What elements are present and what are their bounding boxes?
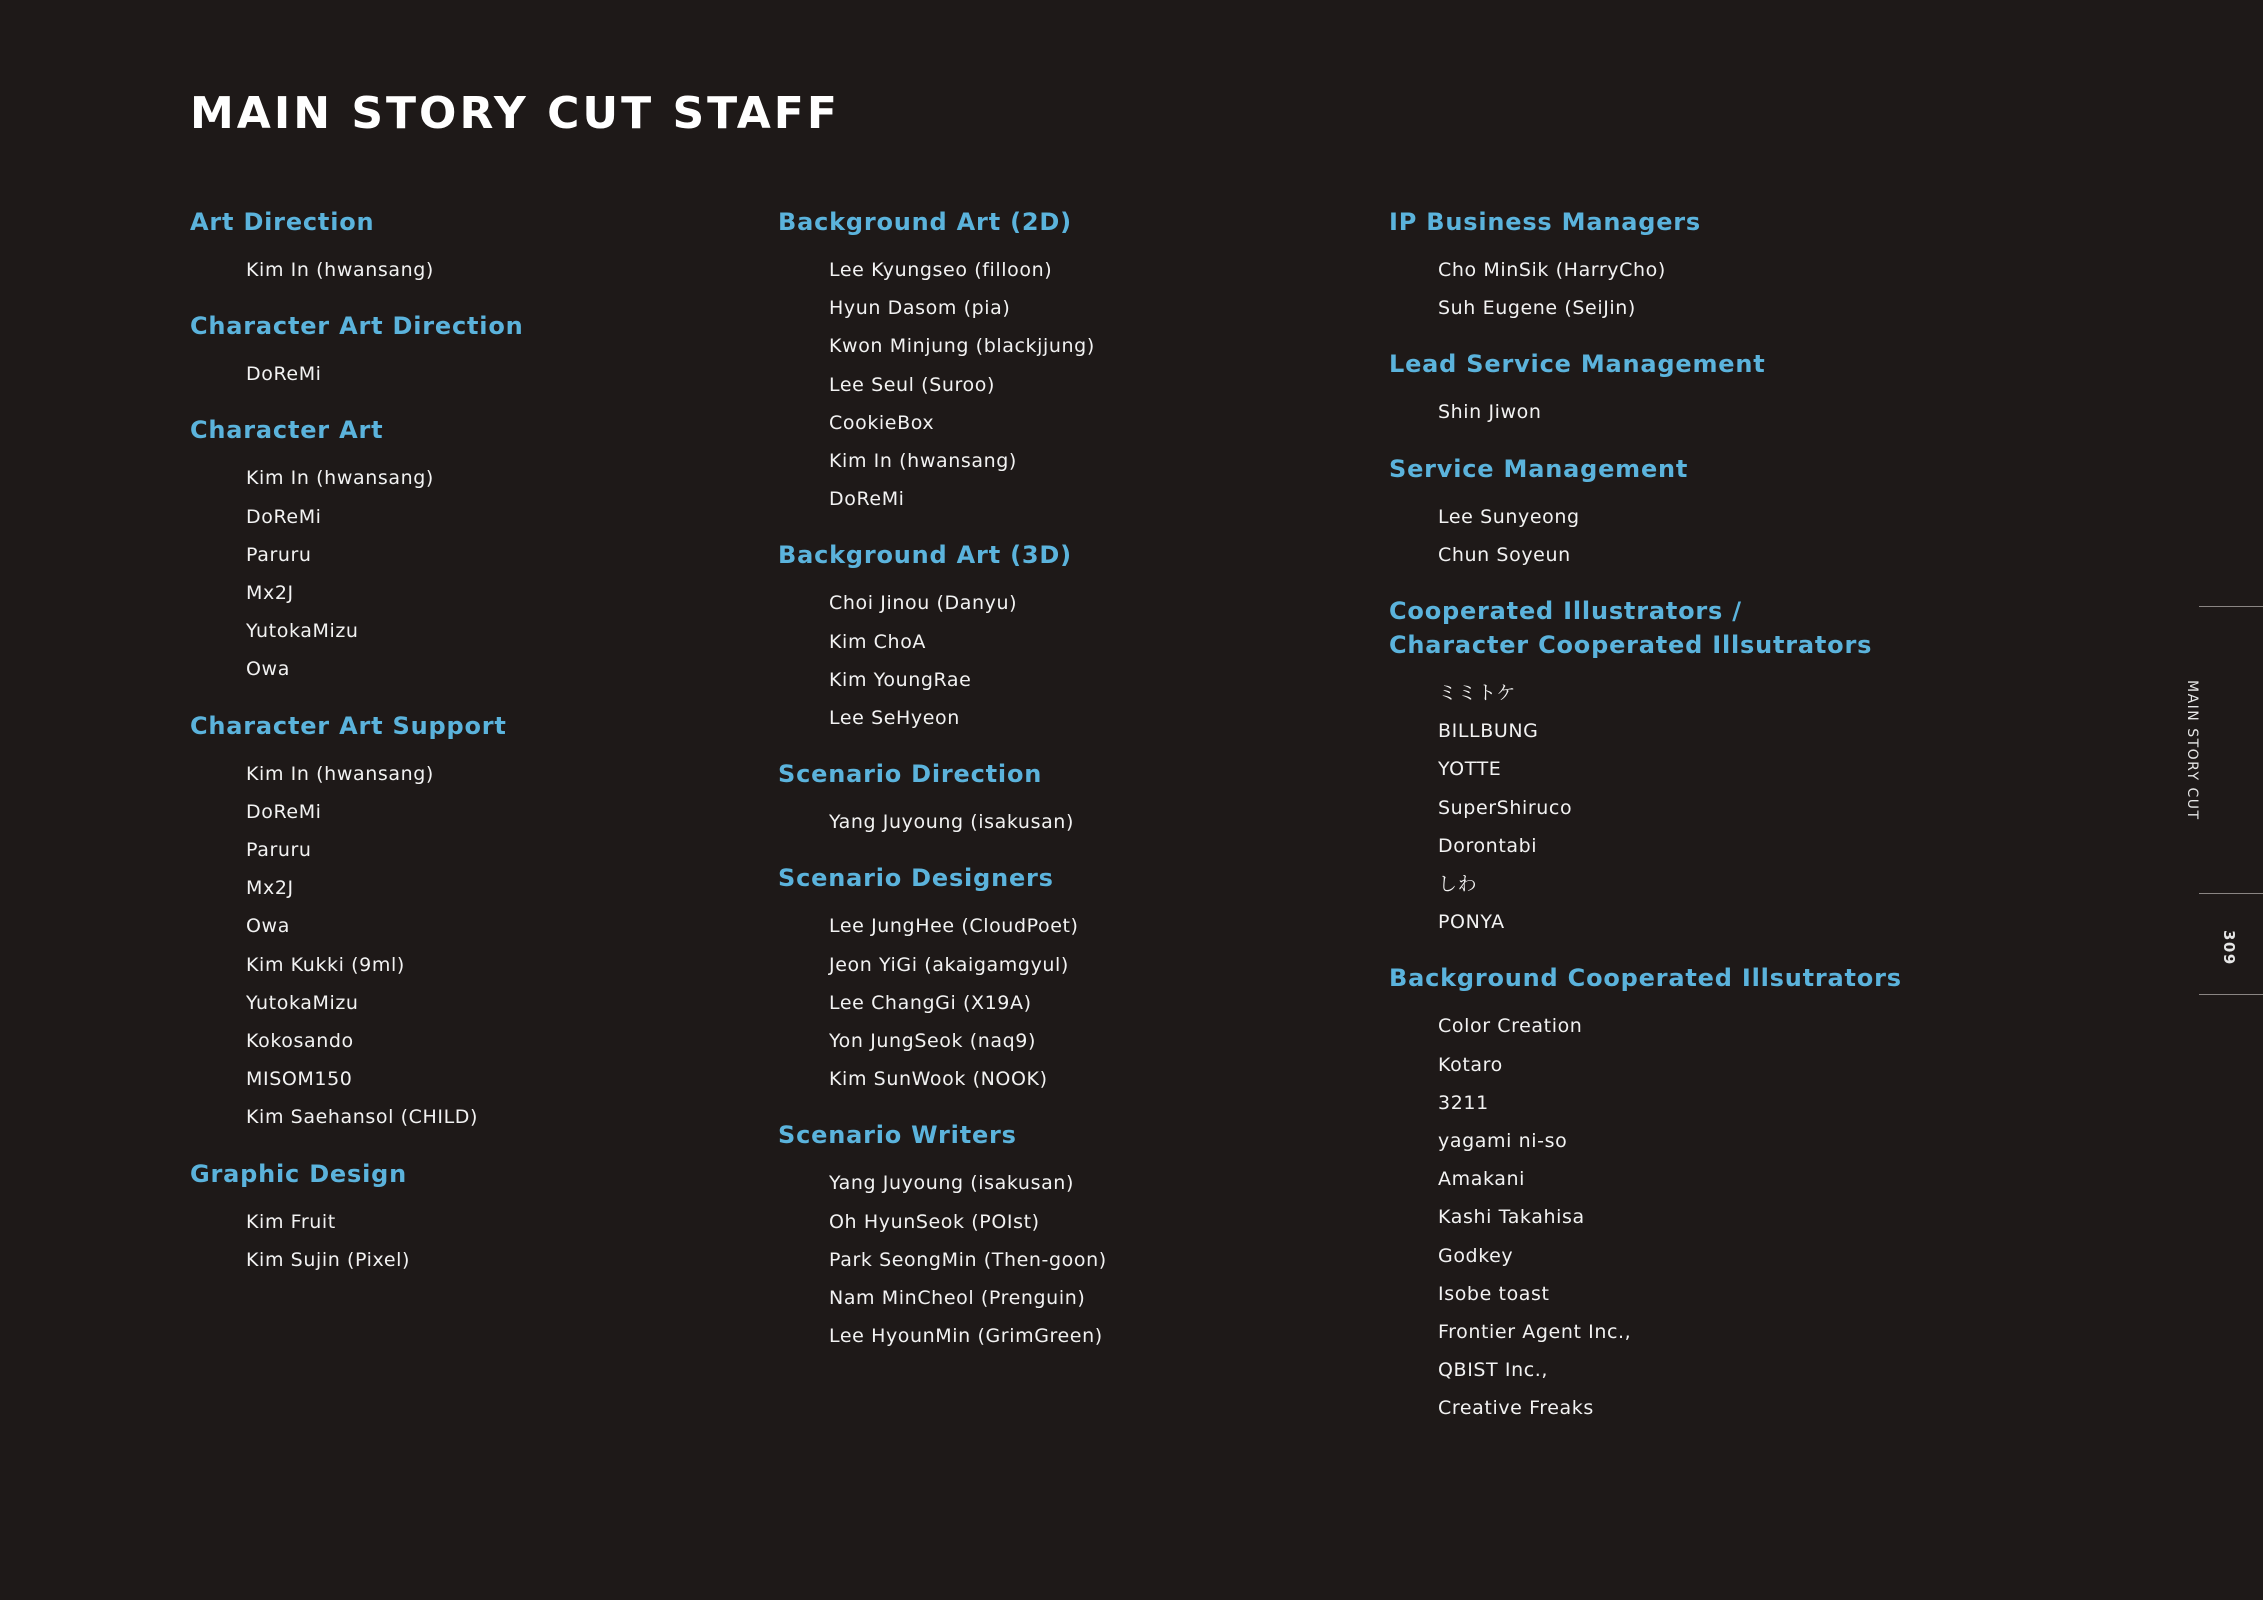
side-divider [2199, 606, 2263, 607]
staff-name: Godkey [1438, 1244, 1514, 1267]
staff-name: Kim ChoA [829, 630, 927, 653]
staff-name: SuperShiruco [1438, 796, 1573, 819]
staff-column-2 [778, 205, 1378, 1375]
staff-name-list [778, 251, 1378, 518]
staff-name: Kim In (hwansang) [829, 450, 1017, 473]
staff-column-3 [1389, 205, 2149, 1448]
staff-section [1389, 205, 2149, 327]
section-heading-line: Character Art [190, 416, 384, 445]
staff-name: Hyun Dasom (pia) [829, 297, 1011, 320]
staff-name-list [1389, 674, 2149, 941]
section-heading-line: Scenario Designers [778, 864, 1054, 893]
staff-name: Kim Kukki (9ml) [246, 953, 405, 976]
staff-name: Color Creation [1438, 1015, 1583, 1038]
staff-section [778, 757, 1378, 841]
staff-name: QBIST Inc., [1438, 1359, 1549, 1382]
staff-name-list [1389, 251, 2149, 327]
staff-section [190, 709, 750, 1137]
staff-name: Kim In (hwansang) [246, 467, 434, 490]
staff-name-list [190, 251, 750, 289]
staff-name: Kim Saehansol (CHILD) [246, 1106, 479, 1129]
section-heading [190, 1157, 750, 1191]
section-heading-line: Service Management [1389, 454, 1689, 483]
staff-name: BILLBUNG [1438, 720, 1539, 743]
staff-name-list [190, 355, 750, 393]
staff-name: Nam MinCheol (Prenguin) [829, 1287, 1086, 1310]
section-heading [190, 309, 750, 343]
staff-name: Kim Sujin (Pixel) [246, 1248, 410, 1271]
staff-section [1389, 452, 2149, 574]
staff-name: CookieBox [829, 411, 935, 434]
section-heading [1389, 961, 2149, 995]
section-heading [1389, 452, 2149, 486]
section-heading-line: Background Art (3D) [778, 541, 1072, 570]
staff-name: YutokaMizu [246, 991, 359, 1014]
staff-name: Oh HyunSeok (POIst) [829, 1210, 1040, 1233]
staff-name: Yon JungSeok (naq9) [829, 1030, 1037, 1053]
staff-name-list [778, 1164, 1378, 1355]
staff-name: Chun Soyeun [1438, 543, 1571, 566]
section-heading-line: Art Direction [190, 208, 375, 236]
staff-section [1389, 594, 2149, 941]
section-heading-line: Character Art Direction [190, 312, 524, 341]
staff-name: Yang Juyoung (isakusan) [829, 811, 1074, 834]
staff-name: Creative Freaks [1438, 1397, 1594, 1420]
staff-name: Paruru [246, 839, 312, 862]
staff-name: Kashi Takahisa [1438, 1206, 1585, 1229]
section-heading [778, 861, 1378, 895]
staff-name: Kim SunWook (NOOK) [829, 1068, 1048, 1091]
staff-name: Shin Jiwon [1438, 401, 1542, 424]
staff-name: DoReMi [829, 488, 905, 511]
side-section-label [2184, 680, 2201, 821]
staff-section [778, 538, 1378, 737]
staff-name: Paruru [246, 543, 312, 566]
staff-name: DoReMi [246, 505, 322, 528]
side-divider [2199, 994, 2263, 995]
staff-column-1 [190, 205, 750, 1299]
staff-name: 3211 [1438, 1091, 1489, 1114]
section-heading [1389, 594, 2149, 662]
staff-name: Suh Eugene (SeiJin) [1438, 297, 1636, 320]
section-heading-line: IP Business Managers [1389, 208, 1701, 236]
staff-section [1389, 961, 2149, 1427]
staff-name-list [1389, 498, 2149, 574]
staff-name: Lee ChangGi (X19A) [829, 991, 1032, 1014]
section-heading-line: Character Art Support [190, 711, 507, 740]
staff-name: YutokaMizu [246, 620, 359, 643]
staff-name: Lee JungHee (CloudPoet) [829, 915, 1079, 938]
section-heading [778, 757, 1378, 791]
staff-name: Kokosando [246, 1030, 354, 1053]
staff-name: Lee SeHyeon [829, 707, 960, 730]
section-heading [778, 538, 1378, 572]
section-heading [1389, 347, 2149, 381]
staff-name: Kim YoungRae [829, 668, 972, 691]
staff-name: Cho MinSik (HarryCho) [1438, 259, 1666, 281]
staff-name: Park SeongMin (Then-goon) [829, 1248, 1107, 1271]
section-heading-line: Graphic Design [190, 1159, 407, 1188]
staff-name: yagami ni-so [1438, 1130, 1568, 1153]
staff-name-list [778, 584, 1378, 737]
staff-name: DoReMi [246, 800, 322, 823]
staff-name-list [190, 755, 750, 1137]
section-heading [778, 1118, 1378, 1152]
staff-name-list [190, 459, 750, 688]
staff-name: Mx2J [246, 877, 294, 900]
section-heading [190, 413, 750, 447]
staff-name: Lee Seul (Suroo) [829, 373, 995, 396]
staff-section [190, 413, 750, 688]
staff-name: Kim In (hwansang) [246, 259, 434, 281]
section-heading [190, 205, 750, 239]
staff-section [778, 861, 1378, 1098]
staff-section [190, 1157, 750, 1279]
staff-name-list [1389, 1007, 2149, 1427]
staff-name: Kim Fruit [246, 1210, 336, 1233]
staff-section [1389, 347, 2149, 431]
page-title: MAIN STORY CUT STAFF [190, 88, 840, 139]
section-heading-line: Lead Service Management [1389, 350, 1766, 379]
page-number [2220, 930, 2239, 966]
side-divider [2199, 893, 2263, 894]
staff-name: DoReMi [246, 363, 322, 386]
staff-name: しわ [1438, 873, 1478, 896]
staff-name: Dorontabi [1438, 834, 1538, 857]
staff-name: Kwon Minjung (blackjjung) [829, 335, 1095, 358]
staff-name: ミミトケ [1438, 682, 1517, 705]
staff-name: Amakani [1438, 1168, 1525, 1191]
staff-name-list [190, 1203, 750, 1279]
staff-name: YOTTE [1438, 758, 1502, 781]
section-heading-line: Background Cooperated Illsutrators [1389, 964, 1902, 993]
staff-name: Frontier Agent Inc., [1438, 1321, 1632, 1344]
staff-name: Yang Juyoung (isakusan) [829, 1172, 1074, 1195]
staff-name: Owa [246, 915, 290, 938]
staff-section [190, 205, 750, 289]
staff-name: Jeon YiGi (akaigamgyul) [829, 953, 1069, 976]
staff-name: MISOM150 [246, 1068, 353, 1091]
page-number-text: 309 [2220, 930, 2238, 966]
staff-section [190, 309, 750, 393]
section-heading-line: Character Cooperated Illsutrators [1389, 631, 1873, 660]
section-heading-line: Scenario Direction [778, 760, 1043, 789]
staff-name-list [778, 907, 1378, 1098]
staff-name-list [1389, 393, 2149, 431]
section-heading [778, 205, 1378, 239]
side-section-label-text: MAIN STORY CUT [2184, 680, 2200, 821]
staff-name: Mx2J [246, 582, 294, 605]
staff-name: Choi Jinou (Danyu) [829, 592, 1018, 615]
staff-name: Kotaro [1438, 1053, 1503, 1076]
staff-name: Lee Sunyeong [1438, 505, 1580, 528]
section-heading-line: Background Art (2D) [778, 208, 1072, 236]
staff-name: Isobe toast [1438, 1282, 1550, 1305]
staff-name: Lee Kyungseo (filloon) [829, 259, 1053, 281]
staff-name: Lee HyounMin (GrimGreen) [829, 1325, 1103, 1348]
staff-name-list [778, 803, 1378, 841]
staff-name: Kim In (hwansang) [246, 762, 434, 785]
section-heading-line: Cooperated Illustrators / [1389, 597, 1742, 626]
staff-section [778, 1118, 1378, 1355]
staff-name: Owa [246, 658, 290, 681]
section-heading-line: Scenario Writers [778, 1121, 1017, 1150]
section-heading [1389, 205, 2149, 239]
staff-section [778, 205, 1378, 518]
staff-name: PONYA [1438, 911, 1505, 934]
section-heading [190, 709, 750, 743]
